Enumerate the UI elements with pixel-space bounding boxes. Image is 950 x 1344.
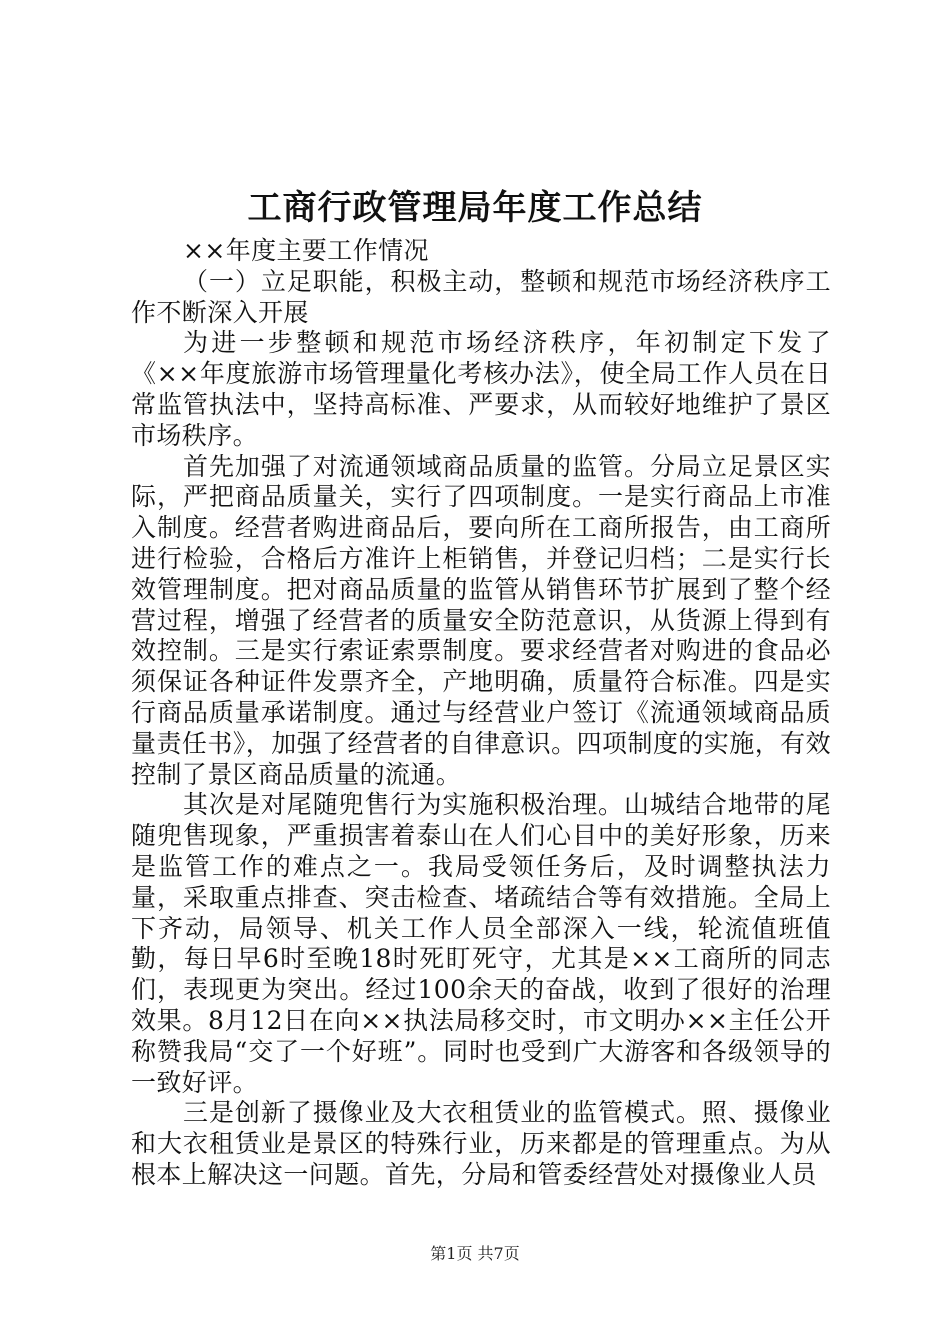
section-heading: ××年度主要工作情况 [183, 236, 429, 265]
body-paragraph: 其次是对尾随兜售行为实施积极治理。山城结合地带的尾随兜售现象，严重损害着泰山在人们心目中的美好形象，历来是监管工作的难点之一。我局受领任务后，及时调整执法力量，采取重点排查、突击检查、堵疏结合等有效措施。全局上下齐动，局领导、机关工作人员全部深入一线，轮流值班值勤，每日早6时至晚18时死盯死守，尤其是××工商所的同志们，表现更为突出。经过100余天的奋战，收到了很好的治理效果。8月12日在向××执法局移交时，市文明办××主任公开称赞我局“交了一个好班”。同时也受到广大游客和各级领导的一致好评。 [131, 790, 831, 1097]
subsection-heading: （一）立足职能，积极主动，整顿和规范市场经济秩序工作不断深入开展 [131, 266, 831, 327]
document-title: 工商行政管理局年度工作总结 [247, 188, 703, 228]
body-paragraph: 为进一步整顿和规范市场经济秩序，年初制定下发了《××年度旅游市场管理量化考核办法》，使全局工作人员在日常监管执法中，坚持高标准、严要求，从而较好地维护了景区市场秩序。 [131, 328, 831, 450]
document-body [131, 236, 831, 1191]
body-paragraph: 首先加强了对流通领域商品质量的监管。分局立足景区实际，严把商品质量关，实行了四项制度。一是实行商品上市准入制度。经营者购进商品后，要向所在工商所报告，由工商所进行检验，合格后方准许上柜销售，并登记归档；二是实行长效管理制度。把对商品质量的监管从销售环节扩展到了整个经营过程，增强了经营者的质量安全防范意识，从货源上得到有效控制。三是实行索证索票制度。要求经营者对购进的食品必须保证各种证件发票齐全，产地明确，质量符合标准。四是实行商品质量承诺制度。通过与经营业户签订《流通领域商品质量责任书》，加强了经营者的自律意识。四项制度的实施，有效控制了景区商品质量的流通。 [131, 451, 831, 789]
page-number-footer: 第1页 共7页 [430, 1244, 520, 1263]
body-paragraph: 三是创新了摄像业及大衣租赁业的监管模式。照、摄像业和大衣租赁业是景区的特殊行业，历来都是的管理重点。为从根本上解决这一问题。首先，分局和管委经营处对摄像业人员 [131, 1098, 831, 1189]
